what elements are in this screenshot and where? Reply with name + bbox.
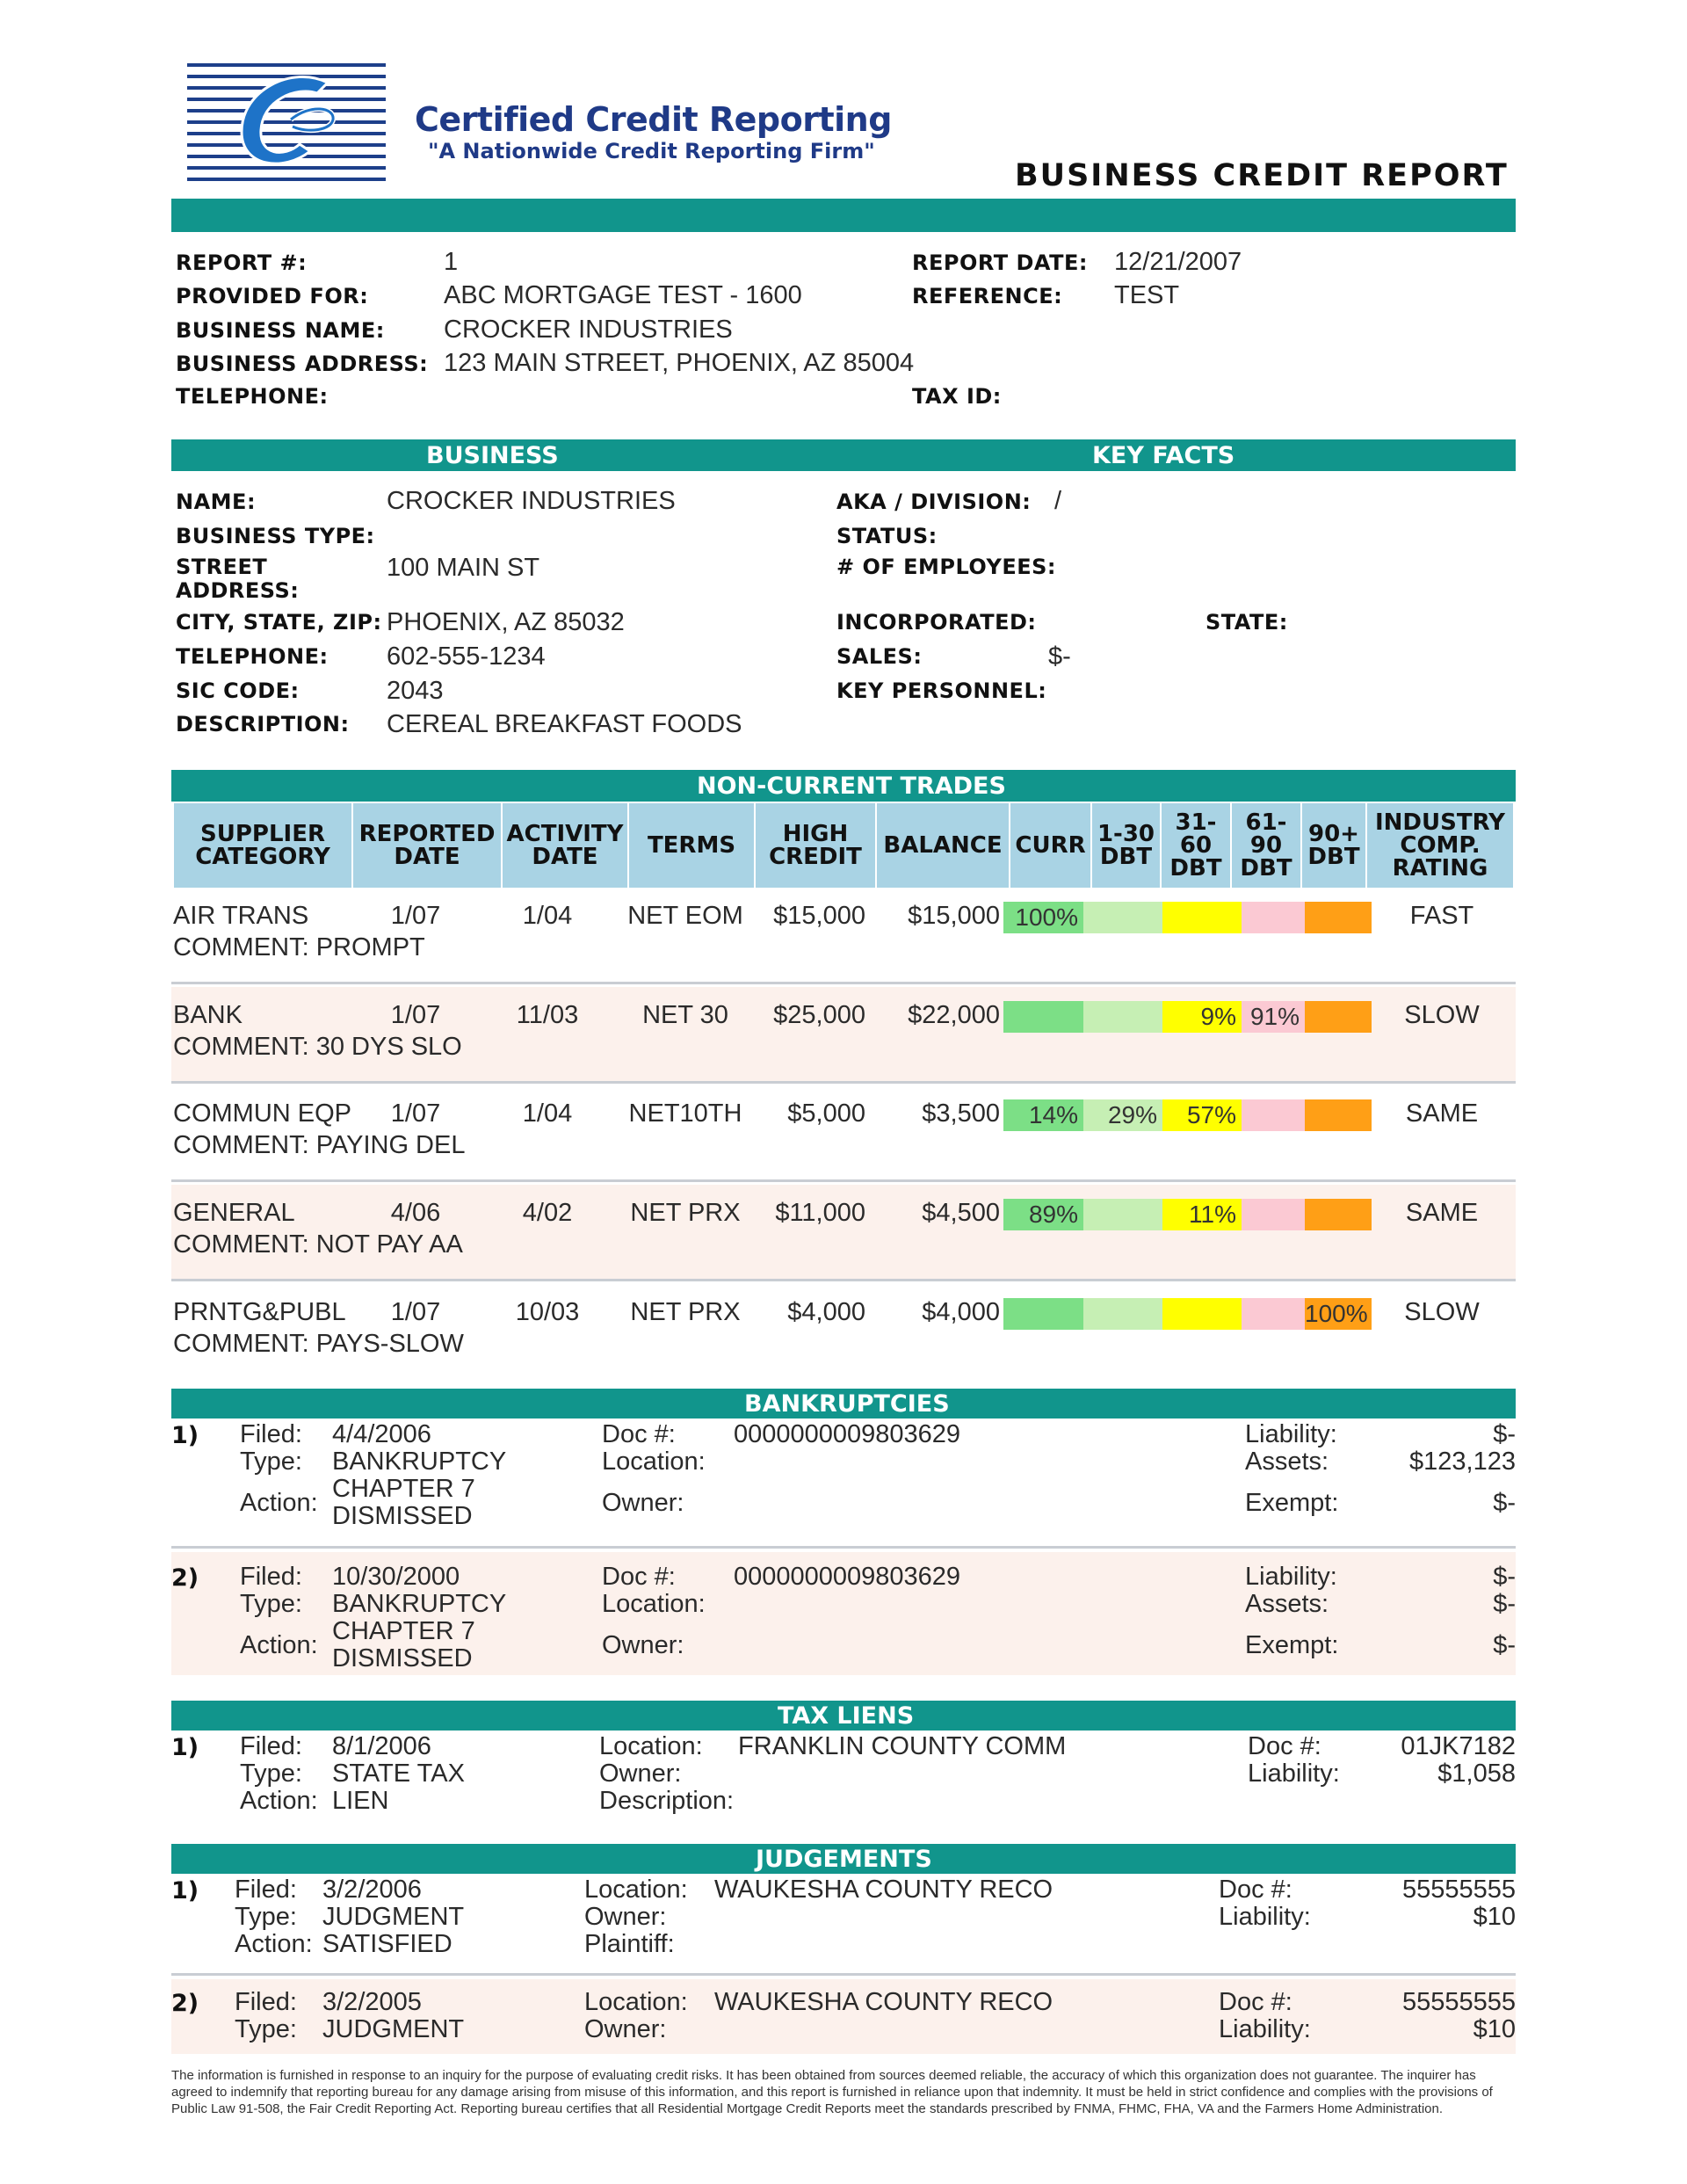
trade-comment: COMMENT: 30 DYS SLO bbox=[173, 1033, 462, 1061]
action-label: Action: bbox=[240, 1631, 318, 1659]
trade-row bbox=[171, 1284, 1516, 1381]
filed-value: 8/1/2006 bbox=[332, 1732, 431, 1760]
doc-label: Doc #: bbox=[1219, 1876, 1292, 1904]
biz-name: CROCKER INDUSTRIES bbox=[387, 487, 676, 515]
bankruptcy-item bbox=[171, 1419, 1516, 1546]
sic: 2043 bbox=[387, 677, 444, 705]
trade-rating: SLOW bbox=[1404, 1001, 1480, 1029]
type-label: Type: bbox=[240, 1448, 302, 1476]
city-label: CITY, STATE, ZIP: bbox=[176, 610, 382, 635]
trade-category: COMMUN EQP bbox=[173, 1099, 351, 1128]
trade-balance: $15,000 bbox=[908, 902, 1000, 930]
action-value: CHAPTER 7 bbox=[332, 1475, 475, 1503]
doc-label: Doc #: bbox=[1248, 1732, 1321, 1760]
trade-61-90: 91% bbox=[1242, 1001, 1305, 1033]
trade-activity: 11/03 bbox=[516, 1001, 579, 1029]
doc-label: Doc #: bbox=[1219, 1988, 1292, 2016]
trade-balance: $4,000 bbox=[922, 1298, 1000, 1326]
trade-curr: 100% bbox=[1003, 902, 1083, 933]
col-terms: TERMS bbox=[647, 832, 736, 859]
telephone-label: TELEPHONE: bbox=[176, 384, 329, 409]
business-address-label: BUSINESS ADDRESS: bbox=[176, 352, 429, 376]
trade-31-60: 57% bbox=[1162, 1099, 1242, 1131]
biz-telephone-label: TELEPHONE: bbox=[176, 644, 329, 669]
business-type-label: BUSINESS TYPE: bbox=[176, 524, 375, 548]
trade-rating: SAME bbox=[1405, 1099, 1479, 1128]
business-address: 123 MAIN STREET, PHOENIX, AZ 85004 bbox=[444, 349, 915, 377]
provided-for-label: PROVIDED FOR: bbox=[176, 284, 369, 308]
filed-value: 3/2/2006 bbox=[322, 1876, 422, 1904]
trade-row bbox=[171, 1085, 1516, 1182]
tax-liens-title: TAX LIENS bbox=[778, 1702, 915, 1730]
trade-comment: COMMENT: PAYS-SLOW bbox=[173, 1330, 464, 1358]
trade-terms: NET 30 bbox=[642, 1001, 728, 1029]
trade-terms: NET PRX bbox=[630, 1298, 741, 1326]
liability-value: $1,058 bbox=[1437, 1760, 1516, 1788]
doc-label: Doc #: bbox=[602, 1420, 676, 1448]
type-label: Type: bbox=[235, 1903, 297, 1931]
item-number: 1) bbox=[171, 1422, 199, 1449]
filed-value: 4/4/2006 bbox=[332, 1420, 431, 1448]
trade-rating: SLOW bbox=[1404, 1298, 1480, 1326]
row-divider bbox=[171, 1973, 1516, 1976]
action-value: LIEN bbox=[332, 1787, 389, 1815]
bankruptcies-title: BANKRUPTCIES bbox=[744, 1390, 950, 1418]
doc-value: 55555555 bbox=[1401, 1988, 1516, 2016]
street: 100 MAIN ST bbox=[387, 554, 540, 582]
street-label: STREET bbox=[176, 555, 268, 579]
trade-comment: COMMENT: PROMPT bbox=[173, 933, 425, 961]
judgement-item bbox=[171, 1979, 1516, 2054]
trade-rating: FAST bbox=[1409, 902, 1474, 930]
exempt-value: $- bbox=[1493, 1631, 1516, 1659]
location-label: Location: bbox=[584, 1876, 688, 1904]
trade-31-60 bbox=[1162, 1298, 1242, 1330]
assets-label: Assets: bbox=[1245, 1590, 1329, 1618]
col-61-90: 61- 90 DBT bbox=[1240, 809, 1292, 882]
status-label: STATUS: bbox=[836, 524, 938, 548]
trade-1-30 bbox=[1083, 1001, 1162, 1033]
filed-value: 3/2/2005 bbox=[322, 1988, 422, 2016]
location-label: Location: bbox=[602, 1448, 706, 1476]
trade-balance: $4,500 bbox=[922, 1199, 1000, 1227]
trade-90-plus bbox=[1305, 1099, 1372, 1131]
trade-activity: 1/04 bbox=[522, 902, 573, 930]
name-label: NAME: bbox=[176, 490, 257, 514]
col-high-credit: HIGH CREDIT bbox=[769, 821, 862, 870]
trade-terms: NET10TH bbox=[628, 1099, 742, 1128]
owner-label: Owner: bbox=[584, 2015, 667, 2043]
item-number: 1) bbox=[171, 1734, 199, 1761]
trade-curr bbox=[1003, 1001, 1083, 1033]
filed-label: Filed: bbox=[240, 1420, 302, 1448]
filed-label: Filed: bbox=[235, 1988, 297, 2016]
action-value: CHAPTER 7 bbox=[332, 1617, 475, 1645]
type-label: Type: bbox=[240, 1760, 302, 1788]
trades-bar bbox=[171, 770, 1516, 802]
company-name: Certified Credit Reporting bbox=[415, 100, 892, 139]
col-1-30: 1-30 DBT bbox=[1097, 821, 1155, 870]
assets-value: $123,123 bbox=[1409, 1448, 1516, 1476]
company-logo bbox=[187, 63, 386, 185]
description-label: Description: bbox=[599, 1787, 735, 1815]
street-label-2: ADDRESS: bbox=[176, 578, 300, 603]
liability-label: Liability: bbox=[1248, 1760, 1340, 1788]
trade-balance: $3,500 bbox=[922, 1099, 1000, 1128]
trade-curr bbox=[1003, 1298, 1083, 1330]
key-personnel-label: KEY PERSONNEL: bbox=[836, 678, 1047, 703]
report-date: 12/21/2007 bbox=[1114, 248, 1242, 276]
trade-61-90 bbox=[1242, 1199, 1305, 1230]
trade-reported: 1/07 bbox=[390, 1099, 441, 1128]
legal-disclaimer: The information is furnished in response to an inquiry for the purpose of evaluating credit risks. It has been obtained from sources deemed reliable, the accuracy of which this organization does not guarantee. The inquirer has agreed to indemnify that reporting bureau for any damage arising from misuse of this information, and this report is furnished in reliance upon that indemnity. It must be held in strict confidence and complies with the provisions of Public Law 91-508, the Fair Credit Reporting Act. Reporting bureau certifies that all Residential Mortgage Credit Reports meet the standards prescribed by FNMA, FHMC, FHA, VA and the Farmers Home Administration. bbox=[171, 2068, 1493, 2116]
owner-label: Owner: bbox=[602, 1631, 684, 1659]
reference: TEST bbox=[1114, 281, 1180, 309]
trade-1-30 bbox=[1083, 1298, 1162, 1330]
trade-31-60 bbox=[1162, 902, 1242, 933]
description-label: DESCRIPTION: bbox=[176, 712, 350, 736]
bankruptcy-item bbox=[171, 1552, 1516, 1675]
trade-61-90 bbox=[1242, 1099, 1305, 1131]
trade-reported: 1/07 bbox=[390, 1001, 441, 1029]
liability-value: $- bbox=[1493, 1420, 1516, 1448]
business-title: BUSINESS bbox=[426, 442, 559, 469]
doc-value: 0000000009803629 bbox=[734, 1420, 961, 1448]
col-industry-rating: INDUSTRY COMP. RATING bbox=[1374, 809, 1505, 882]
liability-value: $10 bbox=[1473, 1903, 1516, 1931]
trade-curr: 89% bbox=[1003, 1199, 1083, 1230]
trade-reported: 1/07 bbox=[390, 1298, 441, 1326]
reference-label: REFERENCE: bbox=[912, 284, 1063, 308]
location-label: Location: bbox=[584, 1988, 688, 2016]
doc-value: 0000000009803629 bbox=[734, 1563, 961, 1591]
trade-90-plus bbox=[1305, 1199, 1372, 1230]
item-number: 1) bbox=[171, 1877, 199, 1905]
liability-value: $- bbox=[1493, 1563, 1516, 1591]
trade-category: BANK bbox=[173, 1001, 243, 1029]
trade-rating: SAME bbox=[1405, 1199, 1479, 1227]
owner-label: Owner: bbox=[602, 1489, 684, 1517]
item-number: 2) bbox=[171, 1564, 199, 1592]
provided-for: ABC MORTGAGE TEST - 1600 bbox=[444, 281, 802, 309]
type-value: BANKRUPTCY bbox=[332, 1590, 507, 1618]
row-divider bbox=[171, 1279, 1516, 1281]
trade-90-plus bbox=[1305, 902, 1372, 933]
trade-terms: NET PRX bbox=[630, 1199, 741, 1227]
business-name: CROCKER INDUSTRIES bbox=[444, 316, 733, 344]
liability-label: Liability: bbox=[1219, 2015, 1311, 2043]
trade-31-60: 11% bbox=[1162, 1199, 1242, 1230]
trades-title: NON-CURRENT TRADES bbox=[697, 773, 1006, 800]
key-facts-title: KEY FACTS bbox=[1092, 442, 1235, 469]
liability-label: Liability: bbox=[1245, 1563, 1337, 1591]
item-number: 2) bbox=[171, 1990, 199, 2017]
liability-label: Liability: bbox=[1219, 1903, 1311, 1931]
sales: $- bbox=[1048, 642, 1071, 671]
trade-activity: 10/03 bbox=[515, 1298, 580, 1326]
trade-curr: 14% bbox=[1003, 1099, 1083, 1131]
filed-label: Filed: bbox=[240, 1732, 302, 1760]
trade-comment: COMMENT: NOT PAY AA bbox=[173, 1230, 463, 1259]
trade-reported: 1/07 bbox=[390, 902, 441, 930]
tax-liens-bar bbox=[171, 1701, 1516, 1731]
report-date-label: REPORT DATE: bbox=[912, 250, 1088, 275]
action-label: Action: bbox=[240, 1489, 318, 1517]
row-divider bbox=[171, 1081, 1516, 1084]
doc-value: 55555555 bbox=[1401, 1876, 1516, 1904]
aka: / bbox=[1054, 487, 1062, 515]
header-bar bbox=[171, 199, 1516, 232]
trade-high-credit: $11,000 bbox=[775, 1199, 865, 1227]
exempt-label: Exempt: bbox=[1245, 1489, 1339, 1517]
action-value-2: DISMISSED bbox=[332, 1644, 473, 1672]
filed-label: Filed: bbox=[235, 1876, 297, 1904]
filed-label: Filed: bbox=[240, 1563, 302, 1591]
judgements-bar bbox=[171, 1844, 1516, 1874]
type-value: JUDGMENT bbox=[322, 2015, 465, 2043]
tax-lien-item bbox=[171, 1731, 1516, 1818]
type-label: Type: bbox=[240, 1590, 302, 1618]
trade-category: PRNTG&PUBL bbox=[173, 1298, 346, 1326]
location-label: Location: bbox=[602, 1590, 706, 1618]
trade-row bbox=[171, 1185, 1516, 1281]
trade-reported: 4/06 bbox=[390, 1199, 441, 1227]
type-value: BANKRUPTCY bbox=[332, 1448, 507, 1476]
assets-value: $- bbox=[1493, 1590, 1516, 1618]
trade-high-credit: $5,000 bbox=[787, 1099, 865, 1128]
trade-balance: $22,000 bbox=[908, 1001, 1000, 1029]
doc-value: 01JK7182 bbox=[1401, 1732, 1516, 1760]
assets-label: Assets: bbox=[1245, 1448, 1329, 1476]
trade-category: GENERAL bbox=[173, 1199, 295, 1227]
location-label: Location: bbox=[599, 1732, 703, 1760]
tax-id-label: TAX ID: bbox=[912, 384, 1002, 409]
report-no-label: REPORT #: bbox=[176, 250, 308, 275]
trade-activity: 1/04 bbox=[522, 1099, 573, 1128]
col-curr: CURR bbox=[1015, 832, 1086, 859]
owner-label: Owner: bbox=[584, 1903, 667, 1931]
liability-label: Liability: bbox=[1245, 1420, 1337, 1448]
owner-label: Owner: bbox=[599, 1760, 682, 1788]
trade-row bbox=[171, 987, 1516, 1084]
trade-1-30 bbox=[1083, 902, 1162, 933]
trade-31-60: 9% bbox=[1162, 1001, 1242, 1033]
trade-61-90 bbox=[1242, 1298, 1305, 1330]
action-value: SATISFIED bbox=[322, 1930, 453, 1958]
bankruptcies-bar bbox=[171, 1389, 1516, 1419]
action-label: Action: bbox=[235, 1930, 313, 1958]
col-90-plus: 90+ DBT bbox=[1307, 821, 1360, 870]
trade-high-credit: $4,000 bbox=[787, 1298, 865, 1326]
report-title: BUSINESS CREDIT REPORT bbox=[1015, 158, 1509, 193]
aka-label: AKA / DIVISION: bbox=[836, 490, 1032, 514]
col-balance: BALANCE bbox=[883, 832, 1003, 859]
trade-90-plus bbox=[1305, 1001, 1372, 1033]
doc-label: Doc #: bbox=[602, 1563, 676, 1591]
type-value: JUDGMENT bbox=[322, 1903, 465, 1931]
report-no: 1 bbox=[444, 248, 459, 276]
trade-90-plus: 100% bbox=[1305, 1298, 1372, 1330]
sales-label: SALES: bbox=[836, 644, 923, 669]
exempt-value: $- bbox=[1493, 1489, 1516, 1517]
trade-row bbox=[171, 888, 1516, 984]
trade-1-30 bbox=[1083, 1199, 1162, 1230]
location-value: WAUKESHA COUNTY RECO bbox=[714, 1988, 1053, 2016]
state-label: STATE: bbox=[1206, 610, 1288, 635]
trade-61-90 bbox=[1242, 902, 1305, 933]
biz-telephone: 602-555-1234 bbox=[387, 642, 546, 671]
company-tagline: "A Nationwide Credit Reporting Firm" bbox=[428, 139, 875, 163]
action-label: Action: bbox=[240, 1787, 318, 1815]
business-name-label: BUSINESS NAME: bbox=[176, 318, 385, 343]
trade-activity: 4/02 bbox=[522, 1199, 573, 1227]
incorporated-label: INCORPORATED: bbox=[836, 610, 1037, 635]
col-reported: REPORTED DATE bbox=[358, 821, 496, 870]
exempt-label: Exempt: bbox=[1245, 1631, 1339, 1659]
col-31-60: 31- 60 DBT bbox=[1169, 809, 1222, 882]
trade-terms: NET EOM bbox=[627, 902, 743, 930]
liability-value: $10 bbox=[1473, 2015, 1516, 2043]
judgements-title: JUDGEMENTS bbox=[756, 1846, 932, 1873]
judgement-item bbox=[171, 1874, 1516, 1972]
business-bar bbox=[171, 439, 1516, 471]
trade-high-credit: $25,000 bbox=[773, 1001, 865, 1029]
type-label: Type: bbox=[235, 2015, 297, 2043]
row-divider bbox=[171, 982, 1516, 984]
trade-comment: COMMENT: PAYING DEL bbox=[173, 1131, 466, 1159]
trade-category: AIR TRANS bbox=[173, 902, 309, 930]
filed-value: 10/30/2000 bbox=[332, 1563, 460, 1591]
description: CEREAL BREAKFAST FOODS bbox=[387, 710, 742, 738]
col-activity: ACTIVITY DATE bbox=[506, 821, 624, 870]
sic-label: SIC CODE: bbox=[176, 678, 300, 703]
trade-1-30: 29% bbox=[1083, 1099, 1162, 1131]
trades-header bbox=[174, 803, 1513, 888]
employees-label: # OF EMPLOYEES: bbox=[836, 555, 1057, 579]
action-value-2: DISMISSED bbox=[332, 1502, 473, 1530]
trade-high-credit: $15,000 bbox=[773, 902, 865, 930]
row-divider bbox=[171, 1179, 1516, 1182]
type-value: STATE TAX bbox=[332, 1760, 465, 1788]
city: PHOENIX, AZ 85032 bbox=[387, 608, 625, 636]
col-supplier: SUPPLIER CATEGORY bbox=[195, 821, 330, 870]
plaintiff-label: Plaintiff: bbox=[584, 1930, 675, 1958]
row-divider bbox=[171, 1546, 1516, 1549]
location-value: WAUKESHA COUNTY RECO bbox=[714, 1876, 1053, 1904]
location-value: FRANKLIN COUNTY COMM bbox=[738, 1732, 1067, 1760]
